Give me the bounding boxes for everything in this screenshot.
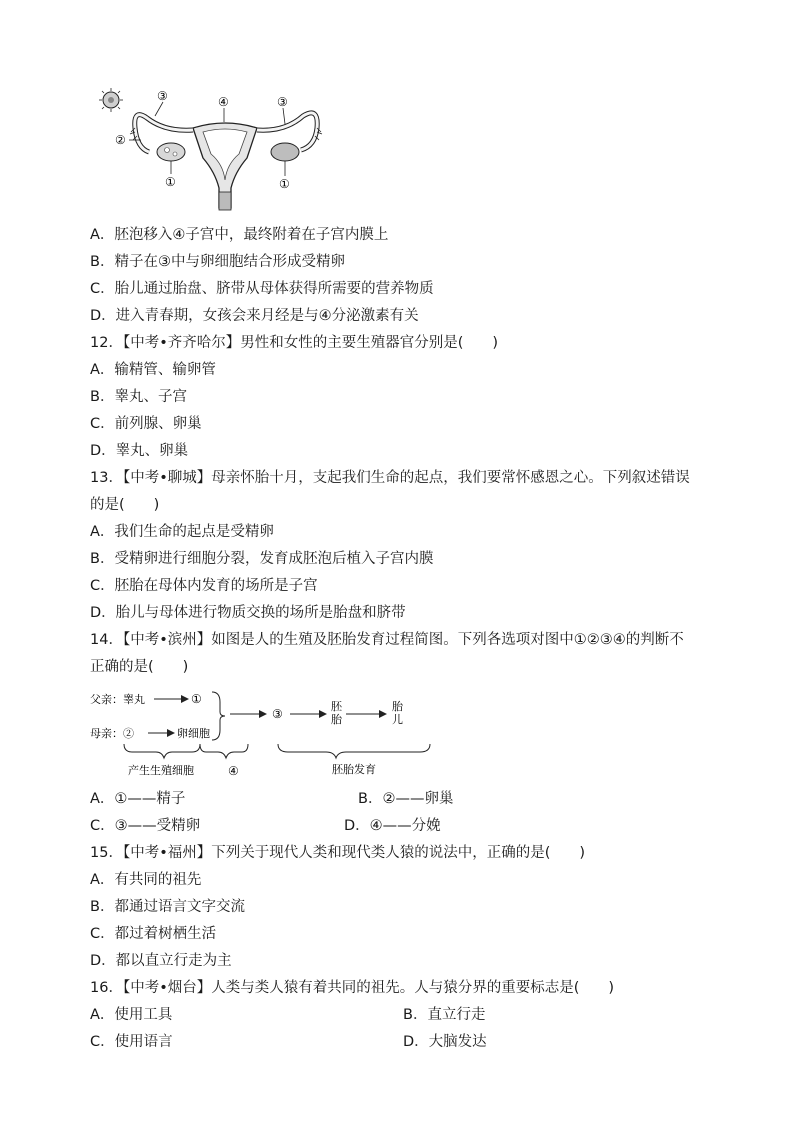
q14-stem-line1: 14．【中考•滨州】如图是人的生殖及胚胎发育过程简图。下列各选项对图中①②③④的判断不: [90, 632, 684, 648]
female-reproductive-diagram: [95, 88, 327, 214]
flow-label-cells: 产生生殖细胞: [128, 764, 194, 777]
q14-option-c: C．③——受精卵: [90, 818, 201, 834]
flow-fetus-2: 儿: [392, 713, 403, 726]
q14-option-b: B．②——卵巢: [358, 791, 454, 807]
q12-option-c: C．前列腺、卵巢: [90, 416, 202, 432]
q15-stem: 15．【中考•福州】下列关于现代人类和现代类人猿的说法中，正确的是( ): [90, 845, 586, 861]
q13-stem-line2: 的是( ): [90, 497, 160, 513]
flow-embryo-1: 胚: [331, 700, 342, 713]
egg-cell-icon: [99, 88, 123, 112]
label-1-right: ①: [279, 177, 290, 191]
q14-option-a: A．①——精子: [90, 791, 186, 807]
q15-option-d: D．都以直立行走为主: [90, 953, 232, 969]
q12-option-d: D．睾丸、卵巢: [90, 443, 189, 459]
q16-option-b: B．直立行走: [403, 1007, 486, 1023]
q11-option-a: A．胚泡移入④子宫中，最终附着在子宫内膜上: [90, 227, 389, 243]
flow-n1: ①: [191, 692, 202, 706]
flow-egg: 卵细胞: [177, 727, 210, 740]
q15-option-b: B．都通过语言文字交流: [90, 899, 245, 915]
flow-label-dev: 胚胎发育: [332, 763, 376, 776]
q12-stem: 12．【中考•齐齐哈尔】男性和女性的主要生殖器官分别是( ): [90, 335, 499, 351]
q11-option-c: C．胎儿通过胎盘、脐带从母体获得所需要的营养物质: [90, 281, 434, 297]
q13-stem-line1: 13．【中考•聊城】母亲怀胎十月，支起我们生命的起点，我们要常怀感恩之心。下列叙述错误: [90, 470, 690, 486]
label-3-right: ③: [277, 95, 288, 109]
q13-option-b: B．受精卵进行细胞分裂，发育成胚泡后植入子宫内膜: [90, 551, 434, 567]
reproduction-flow-diagram: [90, 686, 435, 782]
q12-option-a: A．输精管、输卵管: [90, 362, 216, 378]
q13-option-a: A．我们生命的起点是受精卵: [90, 524, 274, 540]
q13-option-c: C．胚胎在母体内发育的场所是子宫: [90, 578, 318, 594]
q14-stem-line2: 正确的是( ): [90, 659, 189, 675]
q16-option-a: A．使用工具: [90, 1007, 173, 1023]
q14-option-d: D．④——分娩: [344, 818, 441, 834]
flow-fetus-1: 胎: [392, 700, 403, 713]
flow-n4: ④: [228, 764, 239, 778]
flow-n3: ③: [272, 707, 283, 721]
flow-father: 父亲：睾丸: [90, 693, 145, 706]
q15-option-c: C．都过着树栖生活: [90, 926, 217, 942]
label-4: ④: [218, 95, 229, 109]
q16-stem: 16．【中考•烟台】人类与类人猿有着共同的祖先。人与猿分界的重要标志是( ): [90, 980, 615, 996]
q11-option-b: B．精子在③中与卵细胞结合形成受精卵: [90, 254, 345, 270]
q16-option-d: D．大脑发达: [403, 1034, 487, 1050]
label-1-left: ①: [165, 175, 176, 189]
q16-option-c: C．使用语言: [90, 1034, 173, 1050]
flow-embryo-2: 胎: [331, 713, 342, 726]
q12-option-b: B．睾丸、子宫: [90, 389, 187, 405]
q11-option-d: D．进入青春期，女孩会来月经是与④分泌激素有关: [90, 308, 419, 324]
label-2: ②: [115, 133, 126, 147]
q13-option-d: D．胎儿与母体进行物质交换的场所是胎盘和脐带: [90, 605, 406, 621]
q15-option-a: A．有共同的祖先: [90, 872, 202, 888]
flow-mother: 母亲：②: [90, 727, 134, 740]
label-3-left: ③: [157, 89, 168, 103]
